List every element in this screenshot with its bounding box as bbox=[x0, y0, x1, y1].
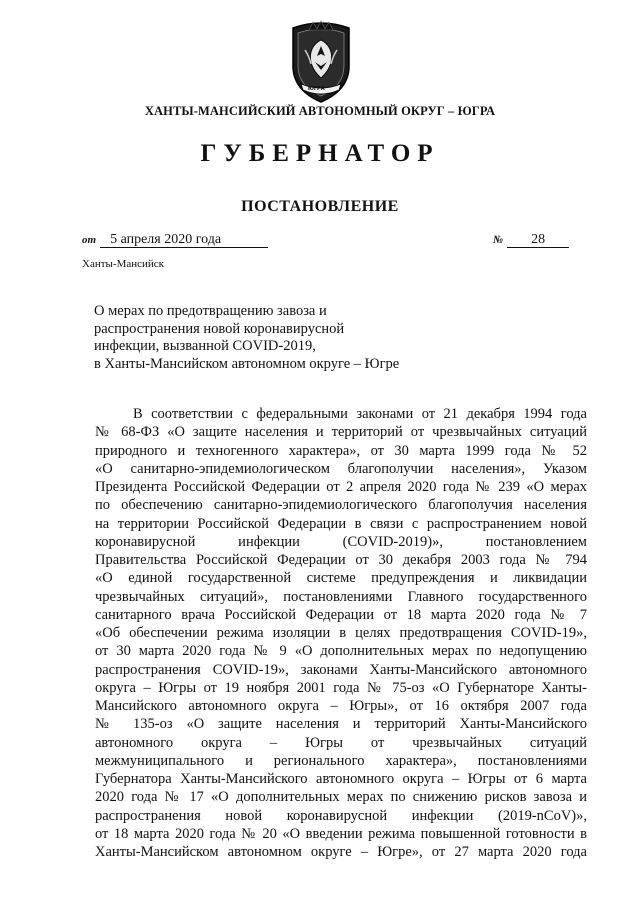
body-line: 2020 года № 17 «О дополнительных мерах по снижению рисков завоза и bbox=[95, 789, 587, 806]
body-line: «О единой государственной системе предупреждения и ликвидации bbox=[95, 570, 587, 587]
body-line: № 135-оз «О защите населения и территорий Ханты-Мансийского bbox=[95, 716, 587, 733]
body-line: распространения COVID-19», законами Ханты-Мансийского автономного bbox=[95, 661, 587, 678]
decree-date bbox=[82, 232, 268, 248]
body-line: коронавирусной инфекции (COVID-2019)», постановлением bbox=[95, 533, 587, 550]
body-line: Президента Российской Федерации от 2 апреля 2020 года № 239 «О мерах bbox=[95, 479, 587, 495]
body-line: Ханты-Мансийском автономном округе – Югре», от 27 марта 2020 года bbox=[95, 844, 587, 860]
body-line: автономного округа – Югры от чрезвычайных ситуаций bbox=[95, 734, 587, 751]
body-line: Правительства Российской Федерации от 30 декабря 2003 года № 794 bbox=[95, 552, 587, 568]
subject-line: в Ханты-Мансийском автономном округе – Югре bbox=[94, 355, 400, 372]
subject-line: О мерах по предотвращению завоза и bbox=[94, 303, 327, 319]
body-line: на территории Российской Федерации в связи с распространением новой bbox=[95, 515, 587, 532]
number-value: 28 bbox=[507, 232, 569, 248]
date-prefix: от bbox=[82, 234, 97, 246]
issue-city: Ханты-Мансийск bbox=[82, 258, 165, 270]
body-line: природного и техногенного характера», от 30 марта 1999 года № 52 bbox=[95, 442, 587, 459]
body-line: распространения новой коронавирусной инфекции (2019-nCoV)», bbox=[95, 807, 587, 824]
emblem-ribbon-text: ЮГРА bbox=[308, 86, 325, 92]
body-line: Губернатора Ханты-Мансийского автономного округа – Югры от 6 марта bbox=[95, 771, 587, 787]
date-value: 5 апреля 2020 года bbox=[100, 232, 268, 248]
region-name: ХАНТЫ-МАНСИЙСКИЙ АВТОНОМНЫЙ ОКРУГ – ЮГРА bbox=[144, 104, 496, 118]
number-prefix: № bbox=[493, 234, 504, 246]
governor-title: ГУБЕРНАТОР bbox=[200, 140, 440, 167]
body-line: Мансийского автономного округа – Югры», от 16 октября 2007 года bbox=[95, 698, 587, 714]
body-line: от 18 марта 2020 года № 20 «О введении режима повышенной готовности в bbox=[95, 825, 587, 842]
body-line: округа – Югры от 19 ноября 2001 года № 75-оз «О Губернаторе Ханты- bbox=[95, 679, 587, 696]
body-line: В соответствии с федеральными законами от 21 декабря 1994 года bbox=[133, 406, 587, 422]
decree-title: ПОСТАНОВЛЕНИЕ bbox=[241, 198, 399, 215]
decree-number bbox=[493, 232, 569, 248]
body-line: № 68-ФЗ «О защите населения и территорий от чрезвычайных ситуаций bbox=[95, 424, 587, 441]
subject-line: инфекции, вызванной COVID-2019, bbox=[94, 338, 316, 354]
body-line: санитарного врача Российской Федерации от 18 марта 2020 года № 7 bbox=[95, 606, 587, 623]
decree-subject bbox=[94, 303, 454, 373]
body-line: чрезвычайных ситуаций», постановлениями Главного государственного bbox=[95, 588, 587, 605]
body-line: межмуниципального и регионального характера», постановлениями bbox=[95, 752, 587, 769]
body-line: «Об обеспечении режима изоляции в целях предотвращения COVID-19», bbox=[95, 625, 587, 641]
decree-body bbox=[95, 405, 587, 861]
body-line: по обеспечению санитарно-эпидемиологического благополучия населения bbox=[95, 497, 587, 514]
body-line: «О санитарно-эпидемиологическом благополучии населения», Указом bbox=[95, 460, 587, 477]
subject-line: распространения новой коронавирусной bbox=[94, 320, 345, 337]
body-line: от 30 марта 2020 года № 9 «О дополнительных мерах по недопущению bbox=[95, 643, 587, 660]
